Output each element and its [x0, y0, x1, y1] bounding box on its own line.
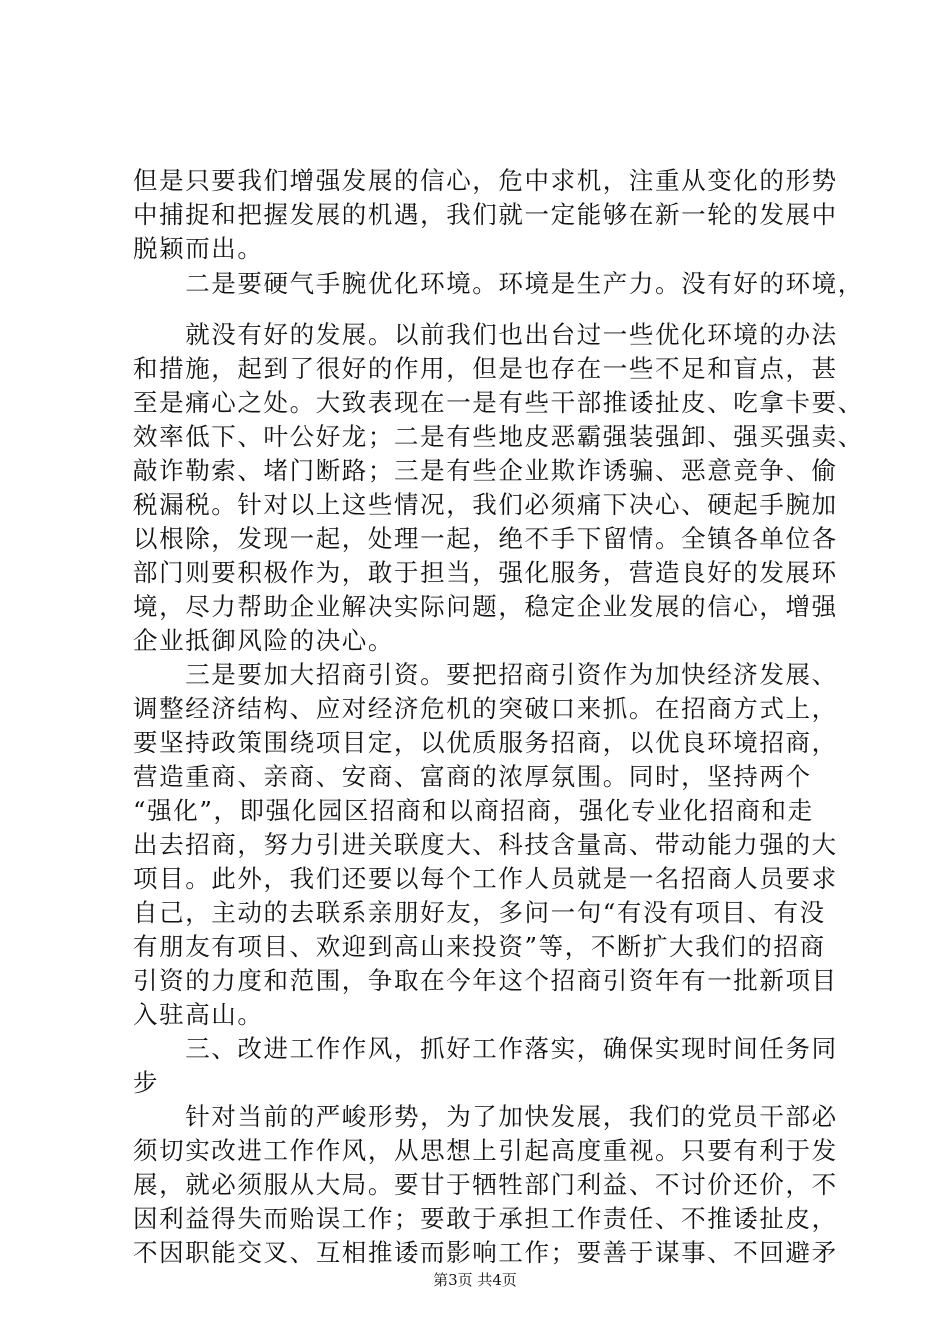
text-line: 调整经济结构、应对经济危机的突破口来抓。在招商方式上，	[133, 694, 838, 723]
text-line: 营造重商、亲商、安商、富商的浓厚氛围。同时，坚持两个	[133, 762, 812, 791]
text-line: 部门则要积极作为，敢于担当，强化服务，营造良好的发展环	[133, 558, 838, 587]
text-line: 就没有好的发展。以前我们也出台过一些优化环境的办法	[133, 320, 838, 349]
text-line: 但是只要我们增强发展的信心，危中求机，注重从变化的形势	[133, 166, 838, 195]
text-line: 三、改进工作作风，抓好工作落实，确保实现时间任务同	[133, 1034, 838, 1063]
text-line: 三是要加大招商引资。要把招商引资作为加快经济发展、	[133, 660, 838, 689]
page-footer: 第3页 共4页	[433, 1271, 517, 1289]
text-line: 因利益得失而贻误工作；要敢于承担工作责任、不推诿扯皮，	[133, 1204, 838, 1233]
text-line: 要坚持政策围绕项目定，以优质服务招商，以优良环境招商，	[133, 728, 838, 757]
text-line: 须切实改进工作作风，从思想上引起高度重视。只要有利于发	[133, 1136, 838, 1165]
text-line: 不因职能交叉、互相推诿而影响工作；要善于谋事、不回避矛	[133, 1238, 838, 1267]
text-line: 引资的力度和范围，争取在今年这个招商引资年有一批新项目	[133, 966, 838, 995]
text-line: 有朋友有项目、欢迎到高山来投资”等，不断扩大我们的招商	[133, 932, 826, 961]
text-line: 以根除，发现一起，处理一起，绝不手下留情。全镇各单位各	[133, 524, 838, 553]
text-line: 中捕捉和把握发展的机遇，我们就一定能够在新一轮的发展中	[133, 200, 838, 229]
text-line: 二是要硬气手腕优化环境。环境是生产力。没有好的环境，	[133, 269, 864, 298]
text-line: 税漏税。针对以上这些情况，我们必须痛下决心、硬起手腕加	[133, 490, 838, 519]
text-line: 至是痛心之处。大致表现在一是有些干部推诿扯皮、吃拿卡要、	[133, 388, 864, 417]
text-line: 效率低下、叶公好龙；二是有些地皮恶霸强装强卸、强买强卖、	[133, 422, 864, 451]
text-line: 敲诈勒索、堵门断路；三是有些企业欺诈诱骗、恶意竞争、偷	[133, 456, 838, 485]
text-line: 境，尽力帮助企业解决实际问题，稳定企业发展的信心，增强	[133, 592, 838, 621]
text-line: 自己，主动的去联系亲朋好友，多问一句“有没有项目、有没	[133, 898, 826, 927]
text-line: 出去招商，努力引进关联度大、科技含量高、带动能力强的大	[133, 830, 838, 859]
text-line: “强化”，即强化园区招商和以商招商，强化专业化招商和走	[133, 796, 814, 825]
text-line: 针对当前的严峻形势，为了加快发展，我们的党员干部必	[133, 1102, 838, 1131]
text-line: 脱颖而出。	[133, 234, 264, 263]
text-line: 入驻高山。	[133, 1000, 264, 1029]
text-line: 项目。此外，我们还要以每个工作人员就是一名招商人员要求	[133, 864, 838, 893]
text-line: 和措施，起到了很好的作用，但是也存在一些不足和盲点，甚	[133, 354, 838, 383]
text-line: 步	[133, 1068, 160, 1097]
text-line: 展，就必须服从大局。要甘于牺牲部门利益、不讨价还价，不	[133, 1170, 838, 1199]
text-line: 企业抵御风险的决心。	[133, 626, 394, 655]
